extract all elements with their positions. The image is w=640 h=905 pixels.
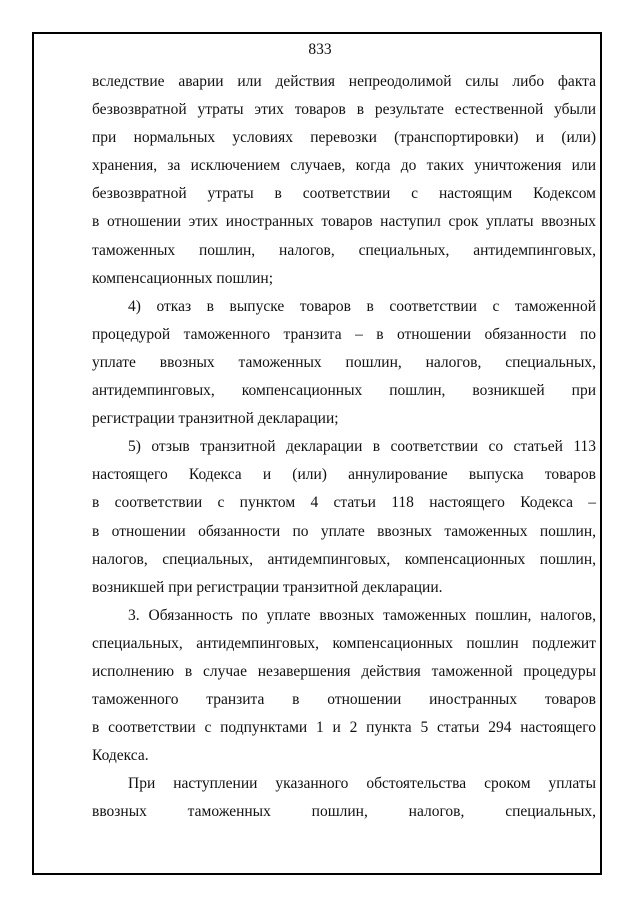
- text-line: компенсационных пошлин;: [92, 269, 274, 287]
- text-line: безвозвратной утраты этих товаров в результате естественной убыли: [92, 101, 596, 119]
- body-text: [92, 68, 596, 827]
- text-line: процедурой таможенного транзита – в отношении обязанности по: [92, 325, 596, 343]
- text-line: 5) отзыв транзитной декларации в соответствии со статьей 113: [128, 438, 596, 456]
- text-line: в соответствии с пунктом 4 статьи 118 настоящего Кодекса –: [92, 494, 596, 512]
- text-line: антидемпинговых, компенсационных пошлин, возникшей при: [92, 382, 596, 400]
- text-line: уплате ввозных таможенных пошлин, налогов, специальных,: [92, 353, 596, 371]
- text-line: настоящего Кодекса и (или) аннулирование выпуска товаров: [92, 466, 596, 484]
- text-line: специальных, антидемпинговых, компенсационных пошлин подлежит: [92, 634, 596, 652]
- text-line: безвозвратной утраты в соответствии с настоящим Кодексом: [92, 185, 596, 203]
- text-line: 4) отказ в выпуске товаров в соответствии с таможенной: [128, 297, 596, 315]
- text-line: регистрации транзитной декларации;: [92, 410, 339, 428]
- page-number: 833: [308, 41, 332, 58]
- text-line: в соответствии с подпунктами 1 и 2 пункта 5 статьи 294 настоящего: [92, 719, 596, 737]
- text-line: налогов, специальных, антидемпинговых, компенсационных пошлин,: [92, 550, 596, 568]
- text-line: При наступлении указанного обстоятельства сроком уплаты: [128, 775, 596, 793]
- text-line: исполнению в случае незавершения действия таможенной процедуры: [92, 662, 596, 680]
- text-line: таможенного транзита в отношении иностранных товаров: [92, 691, 596, 709]
- text-line: при нормальных условиях перевозки (транспортировки) и (или): [92, 129, 596, 147]
- text-line: вследствие аварии или действия непреодолимой силы либо факта: [92, 73, 596, 90]
- text-line: 3. Обязанность по уплате ввозных таможенных пошлин, налогов,: [128, 606, 596, 624]
- text-line: в отношении этих иностранных товаров наступил срок уплаты ввозных: [92, 213, 596, 231]
- text-line: таможенных пошлин, налогов, специальных, антидемпинговых,: [92, 241, 596, 259]
- text-line: ввозных таможенных пошлин, налогов, специальных,: [92, 803, 596, 821]
- text-line: в отношении обязанности по уплате ввозных таможенных пошлин,: [92, 522, 596, 540]
- text-line: Кодекса.: [92, 747, 149, 765]
- text-line: возникшей при регистрации транзитной декларации.: [92, 578, 443, 596]
- text-line: хранения, за исключением случаев, когда до таких уничтожения или: [92, 157, 596, 175]
